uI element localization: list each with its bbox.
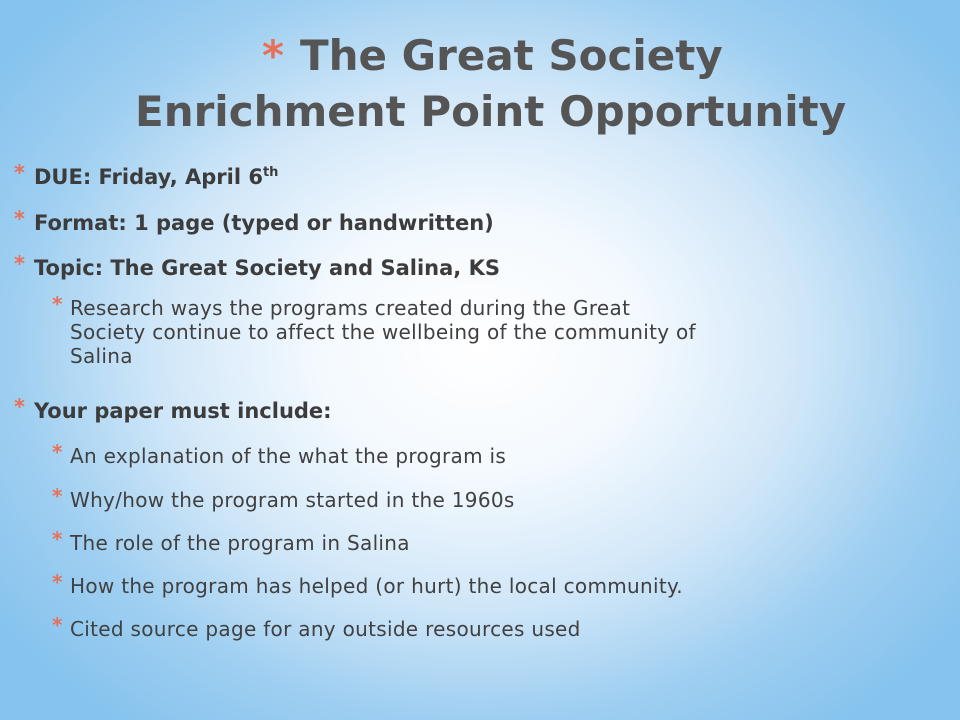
title-line-2: Enrichment Point Opportunity	[135, 87, 847, 136]
sub-bullet-star-icon: *	[52, 484, 63, 508]
include-item-text: An explanation of the what the program is	[70, 444, 507, 468]
sub-bullet-star-icon: *	[52, 570, 63, 594]
bullet-star-icon: *	[14, 161, 25, 185]
due-superscript: th	[262, 165, 279, 180]
research-line-3: Salina	[70, 344, 133, 368]
topic-text: Topic: The Great Society and Salina, KS	[34, 256, 500, 280]
include-item-text: Why/how the program started in the 1960s	[70, 488, 515, 512]
format-text: Format: 1 page (typed or handwritten)	[34, 211, 494, 235]
sub-bullet-star-icon: *	[52, 527, 63, 551]
bullet-star-icon: *	[14, 207, 25, 231]
title-bullet-star-icon: *	[262, 31, 284, 80]
research-line-1: Research ways the programs created during the Great	[70, 296, 631, 320]
include-item-text: How the program has helped (or hurt) the local community.	[70, 574, 683, 598]
sub-bullet-star-icon: *	[52, 292, 63, 316]
include-item-text: The role of the program in Salina	[70, 531, 410, 555]
due-text: DUE: Friday, April 6	[34, 165, 263, 189]
title-line-1: The Great Society	[300, 31, 723, 80]
research-line-2: Society continue to affect the wellbeing of the community of	[70, 320, 696, 344]
bullet-star-icon: *	[14, 252, 25, 276]
sub-bullet-star-icon: *	[52, 613, 63, 637]
include-item-text: Cited source page for any outside resources used	[70, 617, 581, 641]
include-text: Your paper must include:	[34, 399, 332, 423]
sub-bullet-star-icon: *	[52, 440, 63, 464]
bullet-star-icon: *	[14, 395, 25, 419]
